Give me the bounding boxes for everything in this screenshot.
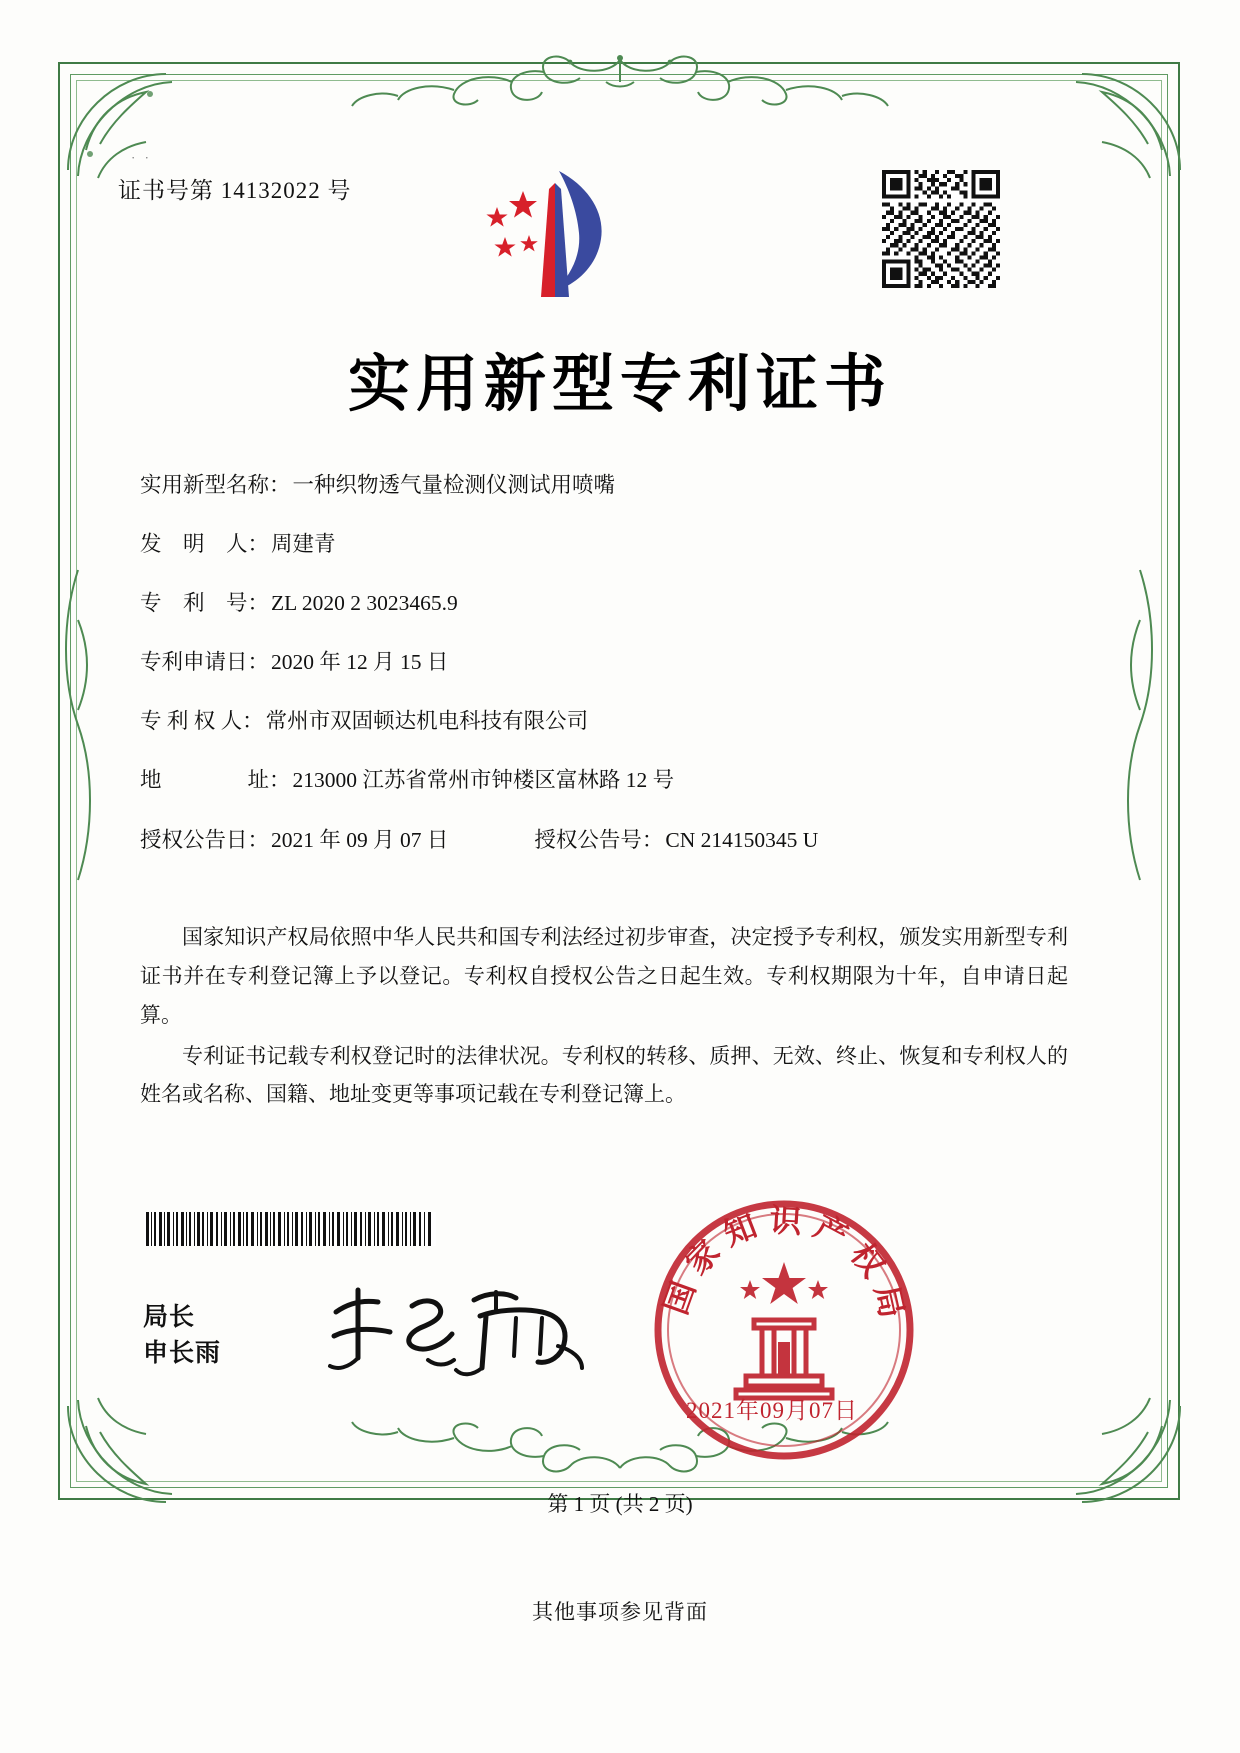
certificate-number: 证书号第 14132022 号	[118, 178, 352, 203]
grant-date-label: 授权公告日：	[140, 827, 270, 852]
page-number: 第 1 页 (共 2 页)	[547, 1492, 693, 1516]
field-label: 专利申请日：	[140, 650, 270, 675]
field-label: 实用新型名称：	[140, 473, 291, 497]
svg-text:国家知识产权局: 国家知识产权局	[656, 1200, 914, 1331]
legal-text-block	[140, 918, 1068, 1116]
paragraph-1: 国家知识产权局依照中华人民共和国专利法经过初步审查，决定授予专利权，颁发实用新型专利证书并在专利登记簿上予以登记。专利权自授权公告之日起生效。专利权期限为十年，自申请日起算。	[140, 925, 1068, 1027]
cnipa-emblem-icon	[463, 163, 643, 313]
field-label: 专 利 权 人：	[140, 709, 264, 734]
field-address	[140, 765, 1100, 795]
field-application-date	[140, 647, 1100, 677]
grant-number-label: 授权公告号：	[534, 827, 664, 852]
field-value: 常州市双固顿达机电科技有限公司	[265, 709, 589, 734]
barcode-icon	[144, 1212, 436, 1246]
field-value: 213000 江苏省常州市钟楼区富林路 12 号	[292, 768, 675, 793]
field-value: 2020 年 12 月 15 日	[271, 650, 449, 675]
field-patentee	[140, 706, 1100, 736]
field-label: 地 址：	[140, 768, 291, 793]
qr-code-icon	[882, 170, 1000, 288]
director-title-label: 局长	[143, 1304, 196, 1331]
grant-date-value: 2021 年 09 月 07 日	[271, 827, 449, 852]
seal-date: 2021年09月07日	[686, 1398, 858, 1423]
field-value: 周建青	[271, 532, 336, 557]
field-patent-number	[140, 588, 1100, 618]
footer-note: 其他事项参见背面	[532, 1600, 708, 1624]
paragraph-2: 专利证书记载专利权登记时的法律状况。专利权的转移、质押、无效、终止、恢复和专利权人的姓名或名称、国籍、地址变更等事项记载在专利登记簿上。	[140, 1043, 1068, 1107]
grant-number-value: CN 214150345 U	[665, 827, 819, 852]
field-invention-name	[140, 470, 1100, 500]
fields-block	[140, 470, 1100, 884]
field-label: 发 明 人：	[140, 532, 270, 557]
director-name-label: 申长雨	[143, 1340, 222, 1368]
field-inventor	[140, 529, 1100, 559]
cert-no-mark: · ·	[131, 150, 152, 165]
field-value: ZL 2020 2 3023465.9	[271, 591, 458, 616]
field-value: 一种织物透气量检测仪测试用喷嘴	[292, 473, 616, 497]
field-label: 专 利 号：	[140, 591, 270, 616]
signature-labels	[143, 1300, 221, 1373]
field-grant-row	[140, 825, 1100, 855]
handwritten-signature-icon	[320, 1272, 590, 1382]
page-title: 实用新型专利证书	[347, 347, 892, 420]
